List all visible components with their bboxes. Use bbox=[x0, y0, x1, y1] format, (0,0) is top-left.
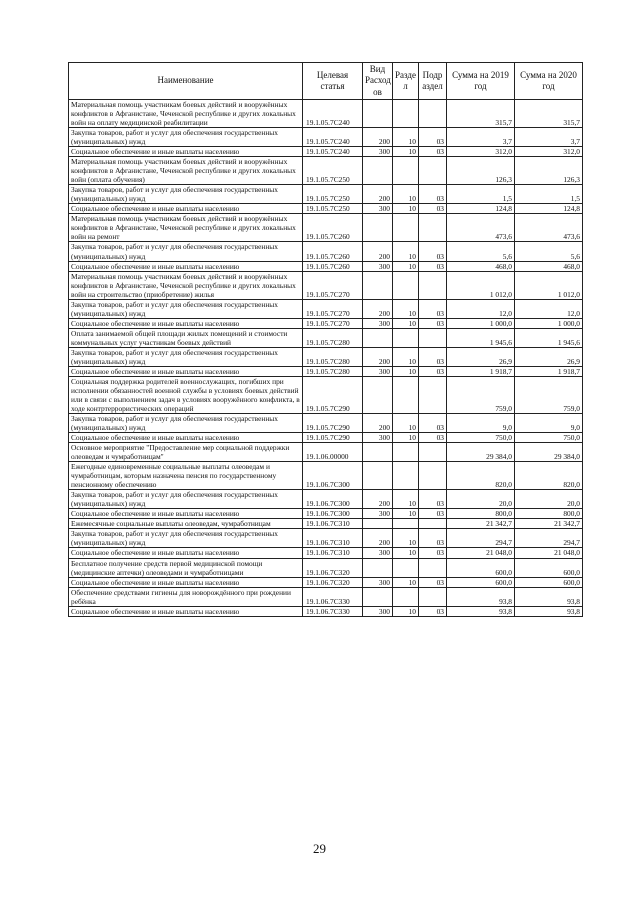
row-target-article-cell: 19.1.05.7С260 bbox=[303, 261, 363, 271]
row-expense-type-cell: 200 bbox=[363, 242, 393, 261]
header-sum-2019: Сумма на 2019 год bbox=[447, 63, 515, 100]
row-section-cell bbox=[393, 376, 419, 413]
row-target-article-cell: 19.1.06.7С310 bbox=[303, 548, 363, 558]
row-expense-type-cell: 200 bbox=[363, 347, 393, 366]
row-sum-2020-cell: 29 384,0 bbox=[515, 443, 583, 462]
row-name-cell: Закупка товаров, работ и услуг для обеспечения государственных (муниципальных) нужд bbox=[69, 185, 303, 204]
row-sum-2019-cell: 1,5 bbox=[447, 185, 515, 204]
row-section-cell: 10 bbox=[393, 509, 419, 519]
row-sum-2020-cell: 820,0 bbox=[515, 462, 583, 490]
row-subsection-cell: 03 bbox=[419, 490, 447, 509]
row-target-article-cell: 19.1.05.7С240 bbox=[303, 100, 363, 128]
row-subsection-cell bbox=[419, 443, 447, 462]
table-row bbox=[69, 128, 583, 147]
row-section-cell bbox=[393, 443, 419, 462]
table-row bbox=[69, 185, 583, 204]
row-name-cell: Закупка товаров, работ и услуг для обеспечения государственных (муниципальных) нужд bbox=[69, 347, 303, 366]
row-name-cell: Социальная поддержка родителей военнослужащих, погибших при исполнении обязанностей военной службы в условиях боевых действий или в связи с выполнением задач в условиях вооружённого конфликта, в ходе контртеррористических операций bbox=[69, 376, 303, 413]
row-section-cell: 10 bbox=[393, 433, 419, 443]
row-sum-2020-cell: 473,6 bbox=[515, 214, 583, 242]
row-expense-type-cell bbox=[363, 271, 393, 299]
table-row bbox=[69, 414, 583, 433]
row-subsection-cell: 03 bbox=[419, 606, 447, 616]
table-row bbox=[69, 328, 583, 347]
row-subsection-cell: 03 bbox=[419, 261, 447, 271]
row-section-cell: 10 bbox=[393, 261, 419, 271]
row-sum-2019-cell: 126,3 bbox=[447, 157, 515, 185]
budget-table bbox=[68, 62, 583, 617]
row-sum-2019-cell: 21 048,0 bbox=[447, 548, 515, 558]
row-subsection-cell bbox=[419, 587, 447, 606]
row-name-cell: Ежемесячные социальные выплаты олеоведам, чумработницам bbox=[69, 519, 303, 529]
row-target-article-cell: 19.1.05.7С290 bbox=[303, 376, 363, 413]
row-target-article-cell: 19.1.06.7С300 bbox=[303, 509, 363, 519]
row-expense-type-cell bbox=[363, 443, 393, 462]
row-sum-2020-cell: 5,6 bbox=[515, 242, 583, 261]
row-subsection-cell bbox=[419, 558, 447, 577]
row-subsection-cell: 03 bbox=[419, 318, 447, 328]
row-section-cell bbox=[393, 462, 419, 490]
row-section-cell: 10 bbox=[393, 185, 419, 204]
row-target-article-cell: 19.1.05.7С250 bbox=[303, 204, 363, 214]
row-sum-2020-cell: 1 000,0 bbox=[515, 318, 583, 328]
row-subsection-cell bbox=[419, 214, 447, 242]
row-sum-2019-cell: 3,7 bbox=[447, 128, 515, 147]
page-number: 29 bbox=[313, 841, 326, 856]
row-sum-2019-cell: 759,0 bbox=[447, 376, 515, 413]
row-sum-2019-cell: 312,0 bbox=[447, 147, 515, 157]
row-section-cell: 10 bbox=[393, 490, 419, 509]
row-name-cell: Социальное обеспечение и иные выплаты населению bbox=[69, 318, 303, 328]
row-sum-2020-cell: 1,5 bbox=[515, 185, 583, 204]
row-target-article-cell: 19.1.05.7С250 bbox=[303, 185, 363, 204]
row-section-cell bbox=[393, 328, 419, 347]
row-expense-type-cell bbox=[363, 328, 393, 347]
row-name-cell: Закупка товаров, работ и услуг для обеспечения государственных (муниципальных) нужд bbox=[69, 242, 303, 261]
header-name: Наименование bbox=[69, 63, 303, 100]
row-name-cell: Социальное обеспечение и иные выплаты населению bbox=[69, 606, 303, 616]
row-subsection-cell: 03 bbox=[419, 529, 447, 548]
row-section-cell: 10 bbox=[393, 242, 419, 261]
table-row bbox=[69, 376, 583, 413]
row-name-cell: Материальная помощь участникам боевых действий и вооружённых конфликтов в Афганистане, Чеченской республике и других локальных войн на строительство (приобретение) жилья bbox=[69, 271, 303, 299]
row-sum-2019-cell: 600,0 bbox=[447, 558, 515, 577]
table-row bbox=[69, 261, 583, 271]
row-subsection-cell bbox=[419, 376, 447, 413]
row-subsection-cell bbox=[419, 271, 447, 299]
row-sum-2019-cell: 1 945,6 bbox=[447, 328, 515, 347]
row-target-article-cell: 19.1.06.7С320 bbox=[303, 577, 363, 587]
header-target-article: Целевая статья bbox=[303, 63, 363, 100]
row-section-cell: 10 bbox=[393, 529, 419, 548]
row-sum-2020-cell: 600,0 bbox=[515, 577, 583, 587]
row-section-cell: 10 bbox=[393, 204, 419, 214]
table-row bbox=[69, 558, 583, 577]
row-target-article-cell: 19.1.06.7С320 bbox=[303, 558, 363, 577]
row-sum-2019-cell: 1 000,0 bbox=[447, 318, 515, 328]
row-subsection-cell: 03 bbox=[419, 414, 447, 433]
row-sum-2020-cell: 1 012,0 bbox=[515, 271, 583, 299]
row-section-cell bbox=[393, 558, 419, 577]
row-section-cell: 10 bbox=[393, 147, 419, 157]
table-row bbox=[69, 366, 583, 376]
row-target-article-cell: 19.1.06.7С300 bbox=[303, 490, 363, 509]
row-expense-type-cell: 300 bbox=[363, 548, 393, 558]
row-target-article-cell: 19.1.05.7С240 bbox=[303, 147, 363, 157]
row-name-cell: Социальное обеспечение и иные выплаты населению bbox=[69, 204, 303, 214]
row-name-cell: Материальная помощь участникам боевых действий и вооружённых конфликтов в Афганистане, Чеченской республике и других локальных войн на оплату медицинской реабилитации bbox=[69, 100, 303, 128]
table-row bbox=[69, 347, 583, 366]
row-name-cell: Закупка товаров, работ и услуг для обеспечения государственных (муниципальных) нужд bbox=[69, 128, 303, 147]
row-sum-2020-cell: 800,0 bbox=[515, 509, 583, 519]
row-sum-2019-cell: 294,7 bbox=[447, 529, 515, 548]
header-subsection: Подр аздел bbox=[419, 63, 447, 100]
row-section-cell: 10 bbox=[393, 366, 419, 376]
row-subsection-cell: 03 bbox=[419, 204, 447, 214]
row-subsection-cell bbox=[419, 328, 447, 347]
row-name-cell: Социальное обеспечение и иные выплаты населению bbox=[69, 577, 303, 587]
table-row bbox=[69, 147, 583, 157]
row-sum-2019-cell: 21 342,7 bbox=[447, 519, 515, 529]
row-expense-type-cell: 300 bbox=[363, 366, 393, 376]
row-expense-type-cell: 300 bbox=[363, 606, 393, 616]
table-row bbox=[69, 490, 583, 509]
row-expense-type-cell: 300 bbox=[363, 433, 393, 443]
row-sum-2020-cell: 1 918,7 bbox=[515, 366, 583, 376]
row-sum-2020-cell: 126,3 bbox=[515, 157, 583, 185]
row-section-cell bbox=[393, 157, 419, 185]
row-name-cell: Ежегодные единовременные социальные выплаты олеоведам и чумработницам, которым назначена пенсия по государственному пенсионному обеспечению bbox=[69, 462, 303, 490]
row-expense-type-cell bbox=[363, 157, 393, 185]
row-sum-2020-cell: 12,0 bbox=[515, 299, 583, 318]
table-row bbox=[69, 509, 583, 519]
budget-table-sheet bbox=[68, 62, 582, 617]
row-sum-2019-cell: 800,0 bbox=[447, 509, 515, 519]
row-sum-2020-cell: 315,7 bbox=[515, 100, 583, 128]
row-target-article-cell: 19.1.05.7С250 bbox=[303, 157, 363, 185]
row-expense-type-cell bbox=[363, 100, 393, 128]
row-subsection-cell: 03 bbox=[419, 548, 447, 558]
table-row bbox=[69, 519, 583, 529]
row-section-cell bbox=[393, 214, 419, 242]
row-target-article-cell: 19.1.05.7С270 bbox=[303, 299, 363, 318]
row-target-article-cell: 19.1.05.7С280 bbox=[303, 366, 363, 376]
row-name-cell: Социальное обеспечение и иные выплаты населению bbox=[69, 366, 303, 376]
row-section-cell bbox=[393, 519, 419, 529]
row-sum-2019-cell: 820,0 bbox=[447, 462, 515, 490]
row-sum-2020-cell: 468,0 bbox=[515, 261, 583, 271]
row-expense-type-cell: 300 bbox=[363, 147, 393, 157]
table-row bbox=[69, 214, 583, 242]
row-sum-2020-cell: 9,0 bbox=[515, 414, 583, 433]
row-expense-type-cell bbox=[363, 376, 393, 413]
row-sum-2019-cell: 1 012,0 bbox=[447, 271, 515, 299]
row-subsection-cell: 03 bbox=[419, 147, 447, 157]
row-section-cell bbox=[393, 100, 419, 128]
table-row bbox=[69, 443, 583, 462]
row-target-article-cell: 19.1.06.7С310 bbox=[303, 519, 363, 529]
row-expense-type-cell bbox=[363, 558, 393, 577]
row-sum-2019-cell: 315,7 bbox=[447, 100, 515, 128]
row-section-cell bbox=[393, 587, 419, 606]
header-sum-2020: Сумма на 2020 год bbox=[515, 63, 583, 100]
table-row bbox=[69, 242, 583, 261]
row-name-cell: Социальное обеспечение и иные выплаты населению bbox=[69, 433, 303, 443]
row-section-cell: 10 bbox=[393, 548, 419, 558]
row-name-cell: Социальное обеспечение и иные выплаты населению bbox=[69, 261, 303, 271]
row-subsection-cell: 03 bbox=[419, 242, 447, 261]
row-name-cell: Закупка товаров, работ и услуг для обеспечения государственных (муниципальных) нужд bbox=[69, 529, 303, 548]
row-target-article-cell: 19.1.06.7С300 bbox=[303, 462, 363, 490]
row-sum-2019-cell: 124,8 bbox=[447, 204, 515, 214]
row-section-cell bbox=[393, 271, 419, 299]
row-sum-2020-cell: 21 342,7 bbox=[515, 519, 583, 529]
row-expense-type-cell bbox=[363, 519, 393, 529]
row-target-article-cell: 19.1.05.7С240 bbox=[303, 128, 363, 147]
row-name-cell: Социальное обеспечение и иные выплаты населению bbox=[69, 147, 303, 157]
row-expense-type-cell: 300 bbox=[363, 204, 393, 214]
row-target-article-cell: 19.1.06.7С330 bbox=[303, 587, 363, 606]
row-target-article-cell: 19.1.06.00000 bbox=[303, 443, 363, 462]
table-row bbox=[69, 462, 583, 490]
row-expense-type-cell: 300 bbox=[363, 509, 393, 519]
row-name-cell: Закупка товаров, работ и услуг для обеспечения государственных (муниципальных) нужд bbox=[69, 299, 303, 318]
row-name-cell: Оплата занимаемой общей площади жилых помещений и стоимости коммунальных услуг участникам боевых действий bbox=[69, 328, 303, 347]
row-sum-2020-cell: 312,0 bbox=[515, 147, 583, 157]
row-sum-2020-cell: 124,8 bbox=[515, 204, 583, 214]
row-sum-2020-cell: 26,9 bbox=[515, 347, 583, 366]
row-target-article-cell: 19.1.06.7С330 bbox=[303, 606, 363, 616]
row-expense-type-cell bbox=[363, 462, 393, 490]
row-target-article-cell: 19.1.05.7С270 bbox=[303, 271, 363, 299]
row-expense-type-cell: 200 bbox=[363, 128, 393, 147]
row-section-cell: 10 bbox=[393, 299, 419, 318]
row-name-cell: Бесплатное получение средств первой медицинской помощи (медицинские аптечки) олеоведами и чумработницами bbox=[69, 558, 303, 577]
table-row bbox=[69, 299, 583, 318]
row-subsection-cell: 03 bbox=[419, 433, 447, 443]
row-sum-2019-cell: 26,9 bbox=[447, 347, 515, 366]
row-target-article-cell: 19.1.05.7С260 bbox=[303, 242, 363, 261]
row-sum-2020-cell: 1 945,6 bbox=[515, 328, 583, 347]
row-sum-2020-cell: 750,0 bbox=[515, 433, 583, 443]
row-subsection-cell bbox=[419, 157, 447, 185]
row-name-cell: Материальная помощь участникам боевых действий и вооружённых конфликтов в Афганистане, Чеченской республике и других локальных войн на ремонт bbox=[69, 214, 303, 242]
table-row bbox=[69, 100, 583, 128]
row-target-article-cell: 19.1.05.7С280 bbox=[303, 347, 363, 366]
row-section-cell: 10 bbox=[393, 577, 419, 587]
row-sum-2019-cell: 20,0 bbox=[447, 490, 515, 509]
row-name-cell: Основное мероприятие "Предоставление мер социальной поддержки олеоведам и чумработницам" bbox=[69, 443, 303, 462]
row-section-cell: 10 bbox=[393, 318, 419, 328]
row-expense-type-cell bbox=[363, 214, 393, 242]
row-expense-type-cell: 300 bbox=[363, 577, 393, 587]
row-section-cell: 10 bbox=[393, 347, 419, 366]
row-subsection-cell: 03 bbox=[419, 347, 447, 366]
row-expense-type-cell: 200 bbox=[363, 490, 393, 509]
row-subsection-cell bbox=[419, 462, 447, 490]
row-name-cell: Социальное обеспечение и иные выплаты населению bbox=[69, 548, 303, 558]
table-row bbox=[69, 577, 583, 587]
row-sum-2020-cell: 93,8 bbox=[515, 606, 583, 616]
row-subsection-cell: 03 bbox=[419, 509, 447, 519]
row-sum-2020-cell: 600,0 bbox=[515, 558, 583, 577]
table-header-row bbox=[69, 63, 583, 100]
row-sum-2019-cell: 12,0 bbox=[447, 299, 515, 318]
row-sum-2019-cell: 93,8 bbox=[447, 587, 515, 606]
table-row bbox=[69, 433, 583, 443]
row-sum-2019-cell: 9,0 bbox=[447, 414, 515, 433]
header-expense-type: Вид Расход ов bbox=[363, 63, 393, 100]
row-subsection-cell: 03 bbox=[419, 185, 447, 204]
row-expense-type-cell: 200 bbox=[363, 529, 393, 548]
row-sum-2019-cell: 473,6 bbox=[447, 214, 515, 242]
row-subsection-cell: 03 bbox=[419, 299, 447, 318]
row-subsection-cell: 03 bbox=[419, 366, 447, 376]
row-expense-type-cell: 200 bbox=[363, 299, 393, 318]
table-row bbox=[69, 271, 583, 299]
row-section-cell: 10 bbox=[393, 606, 419, 616]
row-expense-type-cell: 200 bbox=[363, 414, 393, 433]
row-name-cell: Закупка товаров, работ и услуг для обеспечения государственных (муниципальных) нужд bbox=[69, 490, 303, 509]
row-target-article-cell: 19.1.05.7С290 bbox=[303, 414, 363, 433]
row-subsection-cell bbox=[419, 100, 447, 128]
table-row bbox=[69, 529, 583, 548]
table-row bbox=[69, 587, 583, 606]
row-sum-2019-cell: 600,0 bbox=[447, 577, 515, 587]
row-subsection-cell: 03 bbox=[419, 128, 447, 147]
row-subsection-cell bbox=[419, 519, 447, 529]
row-sum-2019-cell: 750,0 bbox=[447, 433, 515, 443]
row-sum-2019-cell: 468,0 bbox=[447, 261, 515, 271]
row-section-cell: 10 bbox=[393, 414, 419, 433]
row-target-article-cell: 19.1.05.7С270 bbox=[303, 318, 363, 328]
row-expense-type-cell: 200 bbox=[363, 185, 393, 204]
table-row bbox=[69, 548, 583, 558]
row-target-article-cell: 19.1.05.7С280 bbox=[303, 328, 363, 347]
row-sum-2020-cell: 93,8 bbox=[515, 587, 583, 606]
table-row bbox=[69, 204, 583, 214]
row-sum-2020-cell: 759,0 bbox=[515, 376, 583, 413]
table-row bbox=[69, 606, 583, 616]
row-name-cell: Закупка товаров, работ и услуг для обеспечения государственных (муниципальных) нужд bbox=[69, 414, 303, 433]
row-sum-2019-cell: 5,6 bbox=[447, 242, 515, 261]
row-sum-2019-cell: 1 918,7 bbox=[447, 366, 515, 376]
row-sum-2020-cell: 21 048,0 bbox=[515, 548, 583, 558]
row-section-cell: 10 bbox=[393, 128, 419, 147]
row-name-cell: Социальное обеспечение и иные выплаты населению bbox=[69, 509, 303, 519]
row-target-article-cell: 19.1.05.7С290 bbox=[303, 433, 363, 443]
row-expense-type-cell: 300 bbox=[363, 318, 393, 328]
row-name-cell: Обеспечение средствами гигиены для новорождённого при рождении ребёнка bbox=[69, 587, 303, 606]
row-sum-2020-cell: 20,0 bbox=[515, 490, 583, 509]
row-target-article-cell: 19.1.05.7С260 bbox=[303, 214, 363, 242]
row-subsection-cell: 03 bbox=[419, 577, 447, 587]
row-expense-type-cell bbox=[363, 587, 393, 606]
header-section: Разде л bbox=[393, 63, 419, 100]
table-row bbox=[69, 157, 583, 185]
table-row bbox=[69, 318, 583, 328]
row-sum-2020-cell: 3,7 bbox=[515, 128, 583, 147]
row-sum-2019-cell: 93,8 bbox=[447, 606, 515, 616]
row-sum-2020-cell: 294,7 bbox=[515, 529, 583, 548]
row-sum-2019-cell: 29 384,0 bbox=[447, 443, 515, 462]
row-expense-type-cell: 300 bbox=[363, 261, 393, 271]
row-target-article-cell: 19.1.06.7С310 bbox=[303, 529, 363, 548]
row-name-cell: Материальная помощь участникам боевых действий и вооружённых конфликтов в Афганистане, Чеченской республике и других локальных войн (оплата обучения) bbox=[69, 157, 303, 185]
